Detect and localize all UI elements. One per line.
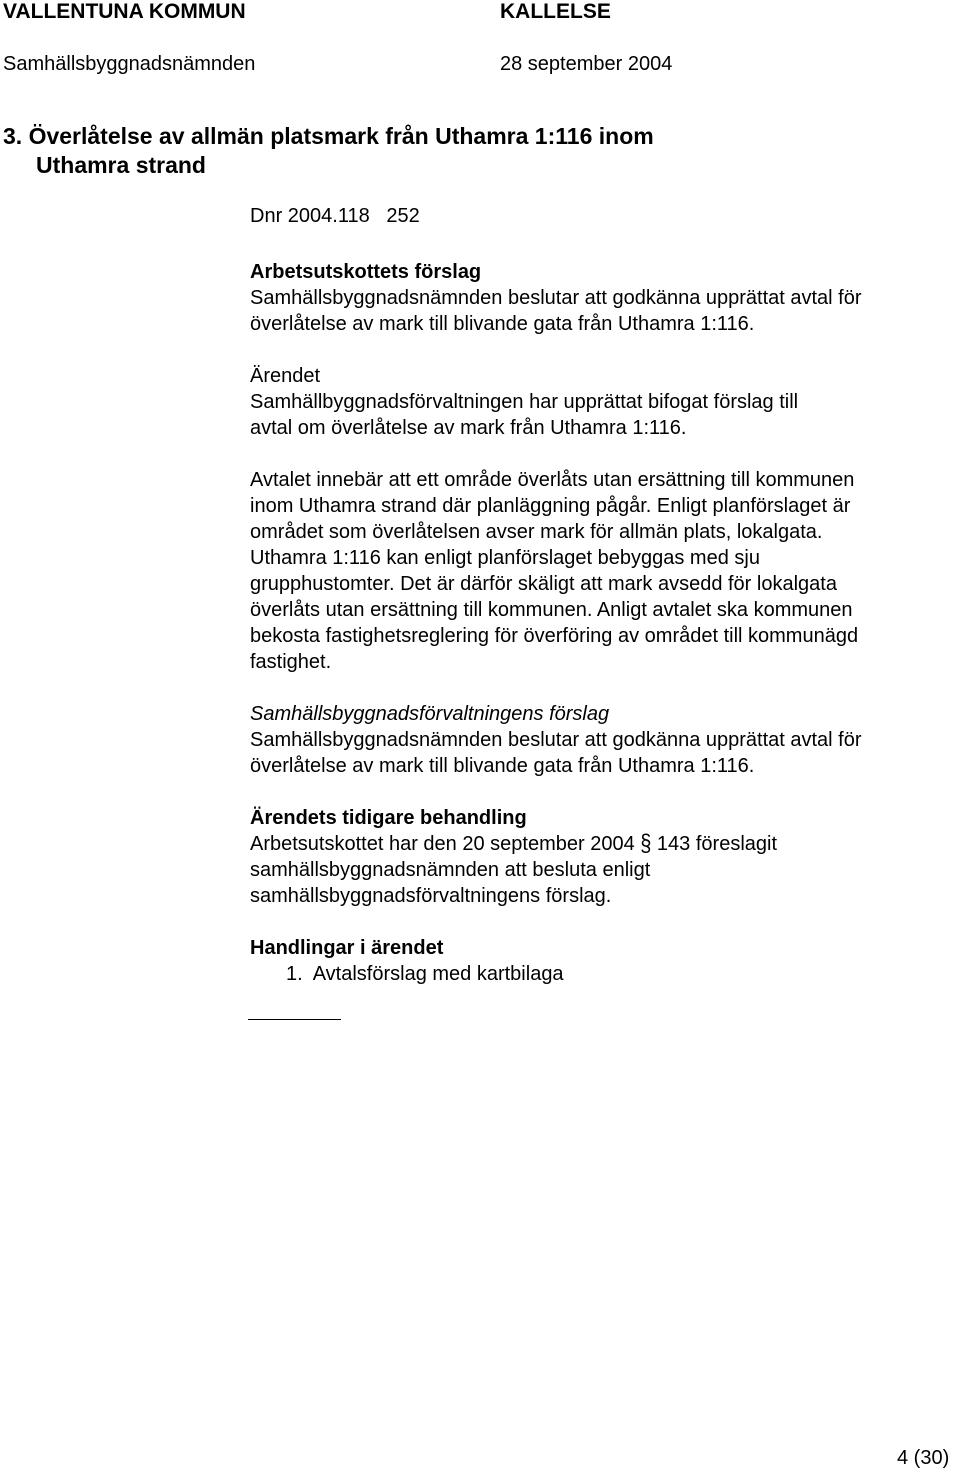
paragraph-line: samhällsbyggnadsnämnden att besluta enligt: [250, 859, 651, 881]
paragraph-line: samhällsbyggnadsförvaltningens förslag.: [250, 885, 612, 907]
document-type: KALLELSE: [500, 0, 611, 23]
paragraph-line: grupphustomter. Det är därför skäligt att mark avsedd för lokalgata: [250, 573, 837, 595]
paragraph-line: överlåts utan ersättning till kommunen. Anligt avtalet ska kommunen: [250, 599, 853, 621]
item-title-line-2: Uthamra strand: [36, 152, 206, 178]
paragraph-avtal: [250, 467, 950, 675]
paragraph-line: Samhällsbyggnadsnämnden beslutar att godkänna upprättat avtal för: [250, 287, 862, 309]
paragraph-line: Samhällsbyggnadsnämnden beslutar att godkänna upprättat avtal för: [250, 729, 862, 751]
section-heading-handlingar: Handlingar i ärendet: [250, 937, 444, 959]
section-heading-au: Arbetsutskottets förslag: [250, 261, 482, 283]
paragraph-line: överlåtelse av mark till blivande gata från Uthamra 1:116.: [250, 313, 755, 335]
paragraph-line: inom Uthamra strand där planläggning pågår. Enligt planförslaget är: [250, 495, 851, 517]
paragraph-line: Samhällbyggnadsförvaltningen har upprättat bifogat förslag till: [250, 391, 799, 413]
item-title-line-1: 3. Överlåtelse av allmän platsmark från Uthamra 1:116 inom: [3, 123, 654, 149]
section-sign-icon: §: [640, 830, 652, 858]
paragraph-line: fastighet.: [250, 651, 332, 673]
paragraph-line: avtal om överlåtelse av mark från Uthamra 1:116.: [250, 417, 687, 439]
separator-line: [248, 1019, 341, 1020]
paragraph-line: området som överlåtelsen avser mark för allmän plats, lokalgata.: [250, 521, 823, 543]
paragraph-line: Avtalet innebär att ett område överlåts utan ersättning till kommunen: [250, 469, 855, 491]
paragraph-line: [250, 831, 950, 857]
item-title: [3, 122, 654, 180]
document-body: [250, 203, 950, 987]
meeting-date: 28 september 2004: [500, 53, 673, 75]
org-name: VALLENTUNA KOMMUN: [3, 0, 246, 23]
text-fragment: 143 föreslagit: [651, 833, 778, 855]
diary-number: Dnr 2004.118 252: [250, 205, 420, 227]
section-heading-arendet: Ärendet: [250, 365, 321, 387]
list-item: 1. Avtalsförslag med kartbilaga: [286, 963, 564, 985]
paragraph-line: överlåtelse av mark till blivande gata från Uthamra 1:116.: [250, 755, 755, 777]
text-fragment: Arbetsutskottet har den 20 september 2004: [250, 833, 641, 855]
committee-name: Samhällsbyggnadsnämnden: [3, 53, 256, 75]
paragraph-line: bekosta fastighetsreglering för överföring av området till kommunägd: [250, 625, 859, 647]
paragraph-line: Uthamra 1:116 kan enligt planförslaget bebyggas med sju: [250, 547, 760, 569]
section-heading-tidigare: Ärendets tidigare behandling: [250, 807, 527, 829]
section-heading-forvaltning: Samhällsbyggnadsförvaltningens förslag: [250, 703, 610, 725]
page-number: 4 (30): [897, 1447, 950, 1469]
